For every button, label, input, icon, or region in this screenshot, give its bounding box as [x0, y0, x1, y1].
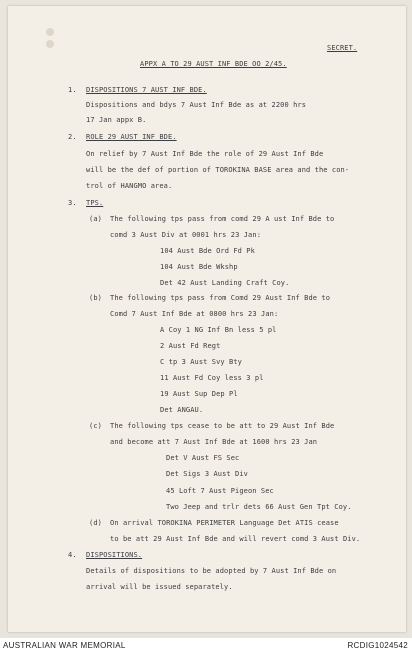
- body-line: On relief by 7 Aust Inf Bde the role of 29 Aust Inf Bde: [86, 150, 324, 158]
- footer-record-id: RCDIG1024542: [347, 641, 408, 650]
- body-line: Details of dispositions to be adopted by 7 Aust Inf Bde on: [86, 567, 337, 575]
- list-item: Det ANGAU.: [160, 406, 204, 414]
- body-line: The following tps pass from Comd 29 Aust Inf Bde to: [110, 294, 331, 302]
- list-item: Two Jeep and trlr dets 66 Aust Gen Tpt Coy.: [166, 503, 352, 511]
- archive-footer: [0, 638, 412, 653]
- classification-marking: SECRET.: [327, 44, 358, 52]
- list-item: C tp 3 Aust Svy Bty: [160, 358, 242, 366]
- section-heading: ROLE 29 AUST INF BDE.: [86, 133, 177, 141]
- body-line: 17 Jan appx B.: [86, 116, 147, 124]
- punch-hole: [46, 28, 54, 36]
- list-item: 104 Aust Bde Ord Fd Pk: [160, 247, 255, 255]
- list-item: 19 Aust Sup Dep Pl: [160, 390, 238, 398]
- document-title: APPX A TO 29 AUST INF BDE OO 2/45.: [140, 60, 287, 68]
- body-line: The following tps pass from comd 29 A ust Inf Bde to: [110, 215, 335, 223]
- body-line: arrival will be issued separately.: [86, 583, 233, 591]
- punch-hole: [46, 40, 54, 48]
- body-line: trol of HANGMO area.: [86, 182, 173, 190]
- body-line: to be att 29 Aust Inf Bde and will revert comd 3 Aust Div.: [110, 535, 361, 543]
- section-number: 1.: [68, 86, 77, 94]
- list-item: 104 Aust Bde Wkshp: [160, 263, 238, 271]
- subsection-label: (d): [89, 519, 102, 527]
- list-item: 2 Aust Fd Regt: [160, 342, 221, 350]
- body-line: Comd 7 Aust Inf Bde at 0800 hrs 23 Jan:: [110, 310, 279, 318]
- list-item: A Coy 1 NG Inf Bn less 5 pl: [160, 326, 277, 334]
- body-line: On arrival TOROKINA PERIMETER Language Det ATIS cease: [110, 519, 339, 527]
- section-heading: DISPOSITIONS.: [86, 551, 143, 559]
- section-heading: TPS.: [86, 199, 104, 207]
- subsection-label: (c): [89, 422, 102, 430]
- body-line: The following tps cease to be att to 29 Aust Inf Bde: [110, 422, 335, 430]
- subsection-label: (a): [89, 215, 102, 223]
- section-heading: DISPOSITIONS 7 AUST INF BDE.: [86, 86, 207, 94]
- list-item: Det Sigs 3 Aust Div: [166, 470, 248, 478]
- section-number: 3.: [68, 199, 77, 207]
- footer-institution: AUSTRALIAN WAR MEMORIAL: [3, 641, 126, 650]
- list-item: Det V Aust FS Sec: [166, 454, 240, 462]
- section-number: 2.: [68, 133, 77, 141]
- subsection-label: (b): [89, 294, 102, 302]
- list-item: Det 42 Aust Landing Craft Coy.: [160, 279, 290, 287]
- body-line: will be the def of portion of TOROKINA BASE area and the con-: [86, 166, 350, 174]
- body-line: comd 3 Aust Div at 0001 hrs 23 Jan:: [110, 231, 262, 239]
- list-item: 11 Aust Fd Coy less 3 pl: [160, 374, 264, 382]
- list-item: 45 Loft 7 Aust Pigeon Sec: [166, 487, 274, 495]
- section-number: 4.: [68, 551, 77, 559]
- body-line: and become att 7 Aust Inf Bde at 1600 hrs 23 Jan: [110, 438, 318, 446]
- body-line: Dispositions and bdys 7 Aust Inf Bde as at 2200 hrs: [86, 101, 307, 109]
